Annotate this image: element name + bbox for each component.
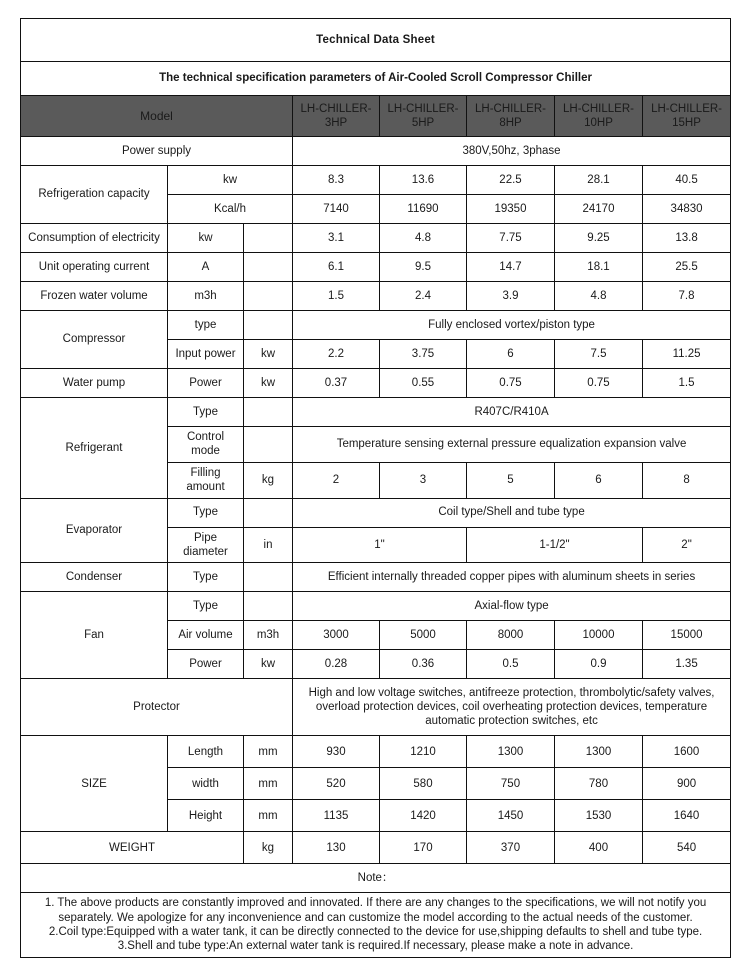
- cell-air-volume-5: 15000: [643, 621, 731, 650]
- unit-refrigeration-capacity-kcal: Kcal/h: [168, 195, 293, 224]
- cell-consumption-2: 4.8: [380, 224, 467, 253]
- sub-fan-power: Power: [168, 650, 244, 679]
- label-consumption: Consumption of electricity: [21, 224, 168, 253]
- value-condenser: Efficient internally threaded copper pipes with aluminum sheets in series: [293, 563, 731, 592]
- spacer-refrigerant-type: [244, 398, 293, 427]
- cell-refcap-kcal-2: 11690: [380, 195, 467, 224]
- sub-compressor-input-power: Input power: [168, 340, 244, 369]
- sub-refrigerant-type: Type: [168, 398, 244, 427]
- cell-fan-power-5: 1.35: [643, 650, 731, 679]
- cell-length-2: 1210: [380, 736, 467, 768]
- cell-air-volume-3: 8000: [467, 621, 555, 650]
- unit-consumption: kw: [168, 224, 244, 253]
- cell-frozen-3: 3.9: [467, 282, 555, 311]
- spacer-evaporator-type: [244, 498, 293, 527]
- row-water-pump: [21, 369, 731, 398]
- cell-compressor-power-3: 6: [467, 340, 555, 369]
- sub-refrigerant-control-mode: Control mode: [168, 427, 244, 463]
- unit-fan-power: kw: [244, 650, 293, 679]
- cell-frozen-1: 1.5: [293, 282, 380, 311]
- cell-air-volume-1: 3000: [293, 621, 380, 650]
- label-power-supply: Power supply: [21, 137, 293, 166]
- spec-table: [20, 18, 731, 958]
- cell-height-2: 1420: [380, 800, 467, 832]
- unit-compressor-input-power: kw: [244, 340, 293, 369]
- row-unit-operating-current: [21, 253, 731, 282]
- unit-weight: kg: [244, 832, 293, 864]
- cell-consumption-3: 7.75: [467, 224, 555, 253]
- sub-evaporator-type: Type: [168, 498, 244, 527]
- label-operating-current: Unit operating current: [21, 253, 168, 282]
- cell-compressor-power-2: 3.75: [380, 340, 467, 369]
- cell-water-pump-4: 0.75: [555, 369, 643, 398]
- note-body: [21, 893, 731, 958]
- cell-width-4: 780: [555, 768, 643, 800]
- sub-refrigerant-filling-amount: Filling amount: [168, 462, 244, 498]
- cell-current-5: 25.5: [643, 253, 731, 282]
- cell-fan-power-3: 0.5: [467, 650, 555, 679]
- row-condenser: [21, 563, 731, 592]
- row-protector: [21, 679, 731, 736]
- title-row: [21, 19, 731, 62]
- spacer-compressor-type: [244, 311, 293, 340]
- row-compressor-type: [21, 311, 731, 340]
- cell-width-3: 750: [467, 768, 555, 800]
- unit-water-pump: kw: [244, 369, 293, 398]
- spacer-fan-type: [244, 592, 293, 621]
- cell-refcap-kcal-5: 34830: [643, 195, 731, 224]
- unit-size-height: mm: [244, 800, 293, 832]
- label-protector: Protector: [21, 679, 293, 736]
- cell-air-volume-2: 5000: [380, 621, 467, 650]
- sub-size-width: width: [168, 768, 244, 800]
- note-heading: Note：: [21, 864, 731, 893]
- cell-refcap-kcal-3: 19350: [467, 195, 555, 224]
- spacer-refrigerant-control-mode: [244, 427, 293, 463]
- cell-weight-3: 370: [467, 832, 555, 864]
- cell-length-4: 1300: [555, 736, 643, 768]
- label-water-pump: Water pump: [21, 369, 168, 398]
- cell-consumption-4: 9.25: [555, 224, 643, 253]
- unit-frozen-water-volume: m3h: [168, 282, 244, 311]
- spacer-frozen-water-volume: [244, 282, 293, 311]
- cell-current-3: 14.7: [467, 253, 555, 282]
- row-weight: [21, 832, 731, 864]
- cell-current-4: 18.1: [555, 253, 643, 282]
- value-power-supply: 380V,50hz, 3phase: [293, 137, 731, 166]
- sub-compressor-type: type: [168, 311, 244, 340]
- model-column-4: LH-CHILLER-10HP: [555, 96, 643, 137]
- cell-weight-5: 540: [643, 832, 731, 864]
- cell-height-5: 1640: [643, 800, 731, 832]
- cell-water-pump-3: 0.75: [467, 369, 555, 398]
- cell-fan-power-2: 0.36: [380, 650, 467, 679]
- value-evaporator-type: Coil type/Shell and tube type: [293, 498, 731, 527]
- value-fan-type: Axial-flow type: [293, 592, 731, 621]
- cell-width-5: 900: [643, 768, 731, 800]
- cell-height-3: 1450: [467, 800, 555, 832]
- model-header-row: [21, 96, 731, 137]
- value-refrigerant-type: R407C/R410A: [293, 398, 731, 427]
- subtitle-row: [21, 62, 731, 96]
- cell-weight-1: 130: [293, 832, 380, 864]
- row-note-body: [21, 893, 731, 958]
- cell-height-1: 1135: [293, 800, 380, 832]
- cell-consumption-1: 3.1: [293, 224, 380, 253]
- sub-water-pump: Power: [168, 369, 244, 398]
- cell-refcap-kcal-1: 7140: [293, 195, 380, 224]
- cell-refcap-kw-1: 8.3: [293, 166, 380, 195]
- cell-frozen-4: 4.8: [555, 282, 643, 311]
- cell-refcap-kw-3: 22.5: [467, 166, 555, 195]
- cell-length-1: 930: [293, 736, 380, 768]
- label-fan: Fan: [21, 592, 168, 679]
- sub-evaporator-pipe-diameter: Pipe diameter: [168, 527, 244, 563]
- cell-filling-2: 3: [380, 462, 467, 498]
- value-refrigerant-control-mode: Temperature sensing external pressure equalization expansion valve: [293, 427, 731, 463]
- row-size-length: [21, 736, 731, 768]
- cell-filling-1: 2: [293, 462, 380, 498]
- model-column-2: LH-CHILLER-5HP: [380, 96, 467, 137]
- label-condenser: Condenser: [21, 563, 168, 592]
- cell-current-1: 6.1: [293, 253, 380, 282]
- spacer-operating-current: [244, 253, 293, 282]
- cell-water-pump-5: 1.5: [643, 369, 731, 398]
- label-frozen-water-volume: Frozen water volume: [21, 282, 168, 311]
- cell-filling-4: 6: [555, 462, 643, 498]
- unit-refrigerant-filling-amount: kg: [244, 462, 293, 498]
- label-refrigeration-capacity: Refrigeration capacity: [21, 166, 168, 224]
- cell-fan-power-1: 0.28: [293, 650, 380, 679]
- unit-refrigeration-capacity-kw: kw: [168, 166, 293, 195]
- unit-operating-current: A: [168, 253, 244, 282]
- model-column-5: LH-CHILLER-15HP: [643, 96, 731, 137]
- cell-height-4: 1530: [555, 800, 643, 832]
- cell-frozen-2: 2.4: [380, 282, 467, 311]
- cell-refcap-kw-5: 40.5: [643, 166, 731, 195]
- cell-pipe-diameter-2: 1-1/2": [467, 527, 643, 563]
- sub-fan-type: Type: [168, 592, 244, 621]
- cell-weight-2: 170: [380, 832, 467, 864]
- value-protector: High and low voltage switches, antifreeze protection, thrombolytic/safety valves, overload protection devices, coil overheating protection devices, temperature automatic protection switches, etc: [293, 679, 731, 736]
- unit-fan-air-volume: m3h: [244, 621, 293, 650]
- cell-pipe-diameter-1: 1": [293, 527, 467, 563]
- cell-weight-4: 400: [555, 832, 643, 864]
- cell-width-1: 520: [293, 768, 380, 800]
- technical-data-sheet: [20, 18, 730, 958]
- row-power-supply: [21, 137, 731, 166]
- cell-water-pump-1: 0.37: [293, 369, 380, 398]
- cell-compressor-power-5: 11.25: [643, 340, 731, 369]
- unit-evaporator-pipe-diameter: in: [244, 527, 293, 563]
- label-refrigerant: Refrigerant: [21, 398, 168, 499]
- note-line-1: 1. The above products are constantly improved and innovated. If there are any changes to the specifications, we will not notify you separately. We apologize for any inconvenience and can customize the model according to the actual needs of the customer.: [44, 897, 707, 924]
- cell-fan-power-4: 0.9: [555, 650, 643, 679]
- row-frozen-water-volume: [21, 282, 731, 311]
- model-header-label: Model: [21, 96, 293, 137]
- row-evaporator-type: [21, 498, 731, 527]
- label-compressor: Compressor: [21, 311, 168, 369]
- cell-refcap-kw-2: 13.6: [380, 166, 467, 195]
- cell-pipe-diameter-3: 2": [643, 527, 731, 563]
- row-note-heading: [21, 864, 731, 893]
- spacer-condenser: [244, 563, 293, 592]
- unit-size-length: mm: [244, 736, 293, 768]
- sub-size-height: Height: [168, 800, 244, 832]
- label-evaporator: Evaporator: [21, 498, 168, 563]
- cell-water-pump-2: 0.55: [380, 369, 467, 398]
- cell-filling-5: 8: [643, 462, 731, 498]
- cell-current-2: 9.5: [380, 253, 467, 282]
- page-subtitle: The technical specification parameters of Air-Cooled Scroll Compressor Chiller: [21, 62, 731, 96]
- page-title: Technical Data Sheet: [21, 19, 731, 62]
- cell-refcap-kcal-4: 24170: [555, 195, 643, 224]
- label-size: SIZE: [21, 736, 168, 832]
- cell-width-2: 580: [380, 768, 467, 800]
- cell-frozen-5: 7.8: [643, 282, 731, 311]
- spacer-consumption: [244, 224, 293, 253]
- row-refrigeration-capacity-kw: [21, 166, 731, 195]
- value-compressor-type: Fully enclosed vortex/piston type: [293, 311, 731, 340]
- unit-size-width: mm: [244, 768, 293, 800]
- note-line-3: 3.Shell and tube type:An external water tank is required.If necessary, please make a note in advance.: [117, 940, 634, 953]
- cell-compressor-power-4: 7.5: [555, 340, 643, 369]
- sub-size-length: Length: [168, 736, 244, 768]
- cell-length-5: 1600: [643, 736, 731, 768]
- cell-air-volume-4: 10000: [555, 621, 643, 650]
- cell-compressor-power-1: 2.2: [293, 340, 380, 369]
- cell-filling-3: 5: [467, 462, 555, 498]
- note-line-2: 2.Coil type:Equipped with a water tank, it can be directly connected to the device for use,shipping defaults to shell and tube type.: [48, 926, 703, 938]
- model-column-1: LH-CHILLER-3HP: [293, 96, 380, 137]
- sub-condenser-type: Type: [168, 563, 244, 592]
- cell-consumption-5: 13.8: [643, 224, 731, 253]
- label-weight: WEIGHT: [21, 832, 244, 864]
- model-column-3: LH-CHILLER-8HP: [467, 96, 555, 137]
- sub-fan-air-volume: Air volume: [168, 621, 244, 650]
- cell-refcap-kw-4: 28.1: [555, 166, 643, 195]
- row-consumption-of-electricity: [21, 224, 731, 253]
- row-refrigerant-type: [21, 398, 731, 427]
- cell-length-3: 1300: [467, 736, 555, 768]
- row-fan-type: [21, 592, 731, 621]
